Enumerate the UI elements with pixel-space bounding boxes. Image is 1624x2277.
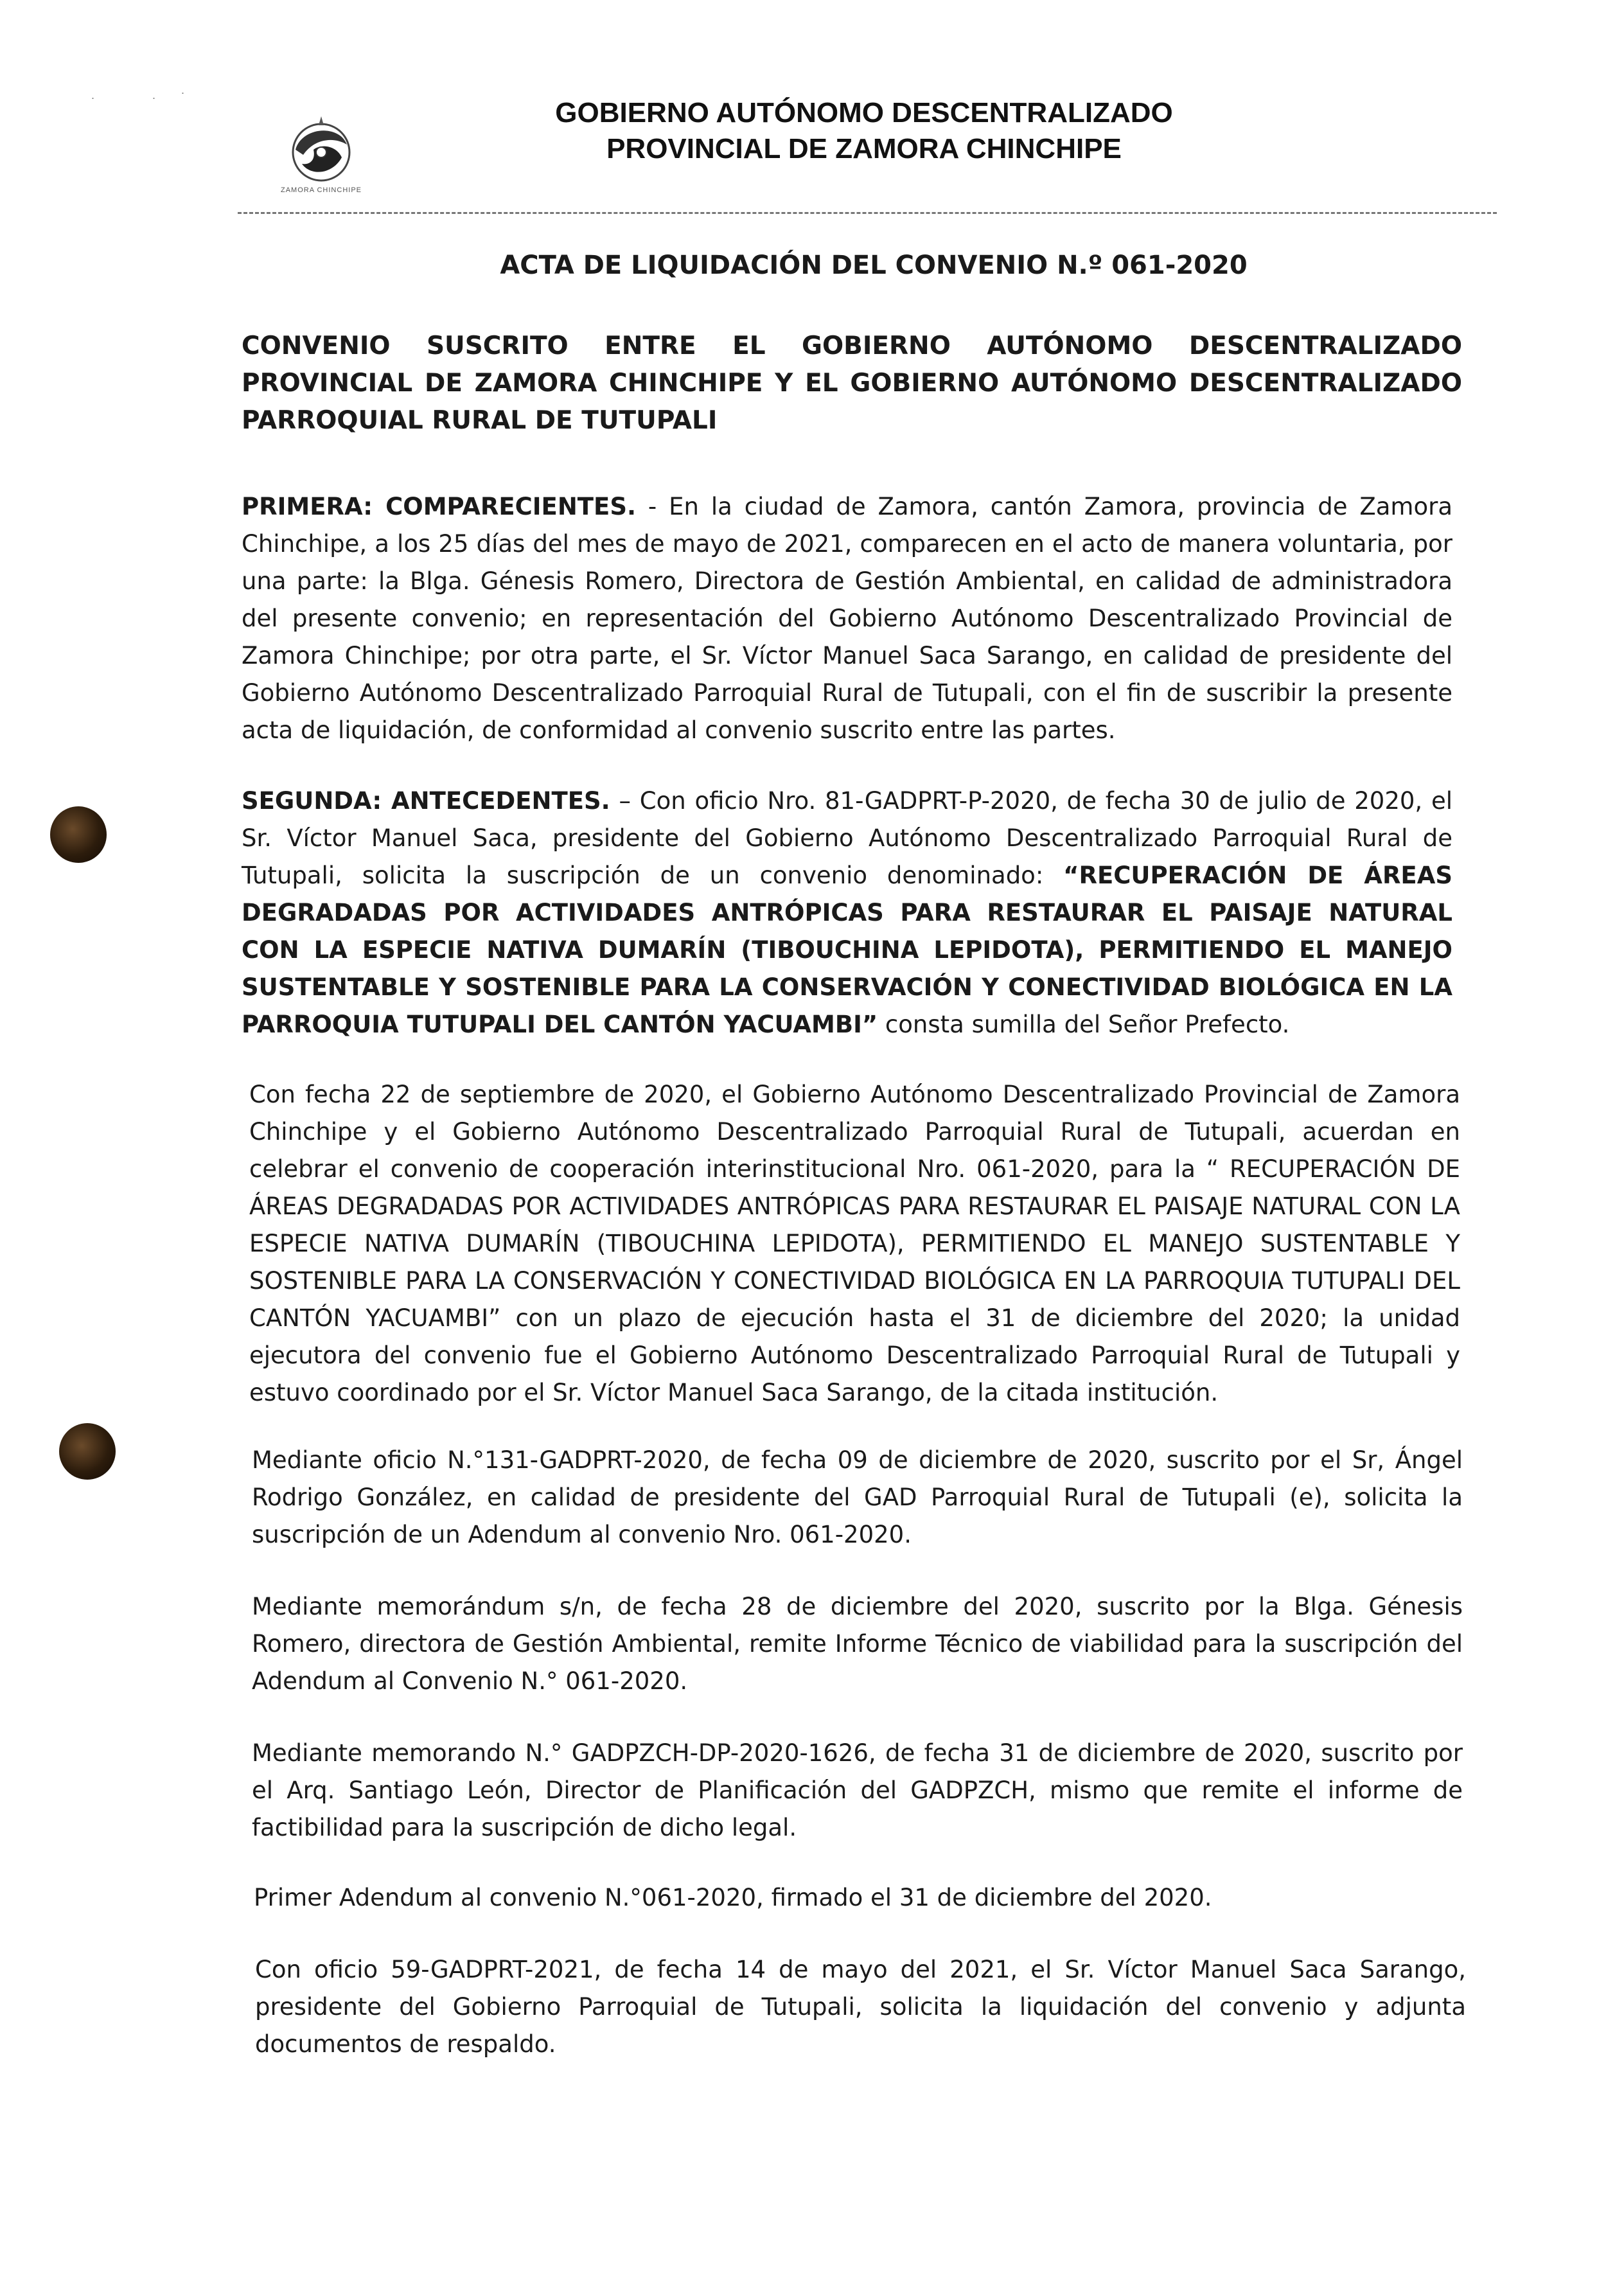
institution-header — [398, 95, 1330, 167]
paragraph-convenio-fecha: Con fecha 22 de septiembre de 2020, el Gobierno Autónomo Descentralizado Provincial de Zamora Chinchipe y el Gobierno Autónomo Descentralizado Parroquial Rural de Tutupali, acuerdan en celebrar el convenio de cooperación interinstitucional Nro. 061-2020, para la “ RECUPERACIÓN DE ÁREAS DEGRADADAS POR ACTIVIDADES ANTRÓPICAS PARA RESTAURAR EL PAISAJE NATURAL CON LA ESPECIE NATIVA DUMARÍN (TIBOUCHINA LEPIDOTA), PERMITIENDO EL MANEJO SUSTENTABLE Y SOSTENIBLE PARA LA CONSERVACIÓN Y CONECTIVIDAD BIOLÓGICA EN LA PARROQUIA TUTUPALI DEL CANTÓN YACUAMBI” con un plazo de ejecución hasta el 31 de diciembre del 2020; la unidad ejecutora del convenio fue el Gobierno Autónomo Descentralizado Parroquial Rural de Tutupali y estuvo coordinado por el Sr. Víctor Manuel Saca Sarango, de la citada institución. — [249, 1081, 1460, 1406]
section-text: – Con oficio Nro. 81-GADPRT-P-2020, de fecha 30 de julio de 2020, el Sr. Víctor Manuel Saca, presidente del Gobierno Autónomo Descentralizado Parroquial Rural de Tutupali, solicita la suscripción de un convenio denominado: — [242, 787, 1452, 889]
paragraph-oficio-131: Mediante oficio N.°131-GADPRT-2020, de fecha 09 de diciembre de 2020, suscrito por el Sr, Ángel Rodrigo González, en calidad de presidente del GAD Parroquial Rural de Tutupali (e), solicita la suscripción de un Adendum al convenio Nro. 061-2020. — [252, 1446, 1463, 1548]
section-heading: SEGUNDA: ANTECEDENTES. — [242, 787, 610, 815]
section-primera — [242, 488, 1452, 749]
paragraph-memorando-1626: Mediante memorando N.° GADPZCH-DP-2020-1626, de fecha 31 de diciembre de 2020, suscrito por el Arq. Santiago León, Director de Planificación del GADPZCH, mismo que remite el informe de factibilidad para la suscripción de dicho legal. — [252, 1739, 1463, 1841]
project-name: “RECUPERACIÓN DE ÁREAS DEGRADADAS POR ACTIVIDADES ANTRÓPICAS PARA RESTAURAR EL PAISAJE NATURAL CON LA ESPECIE NATIVA DUMARÍN (TIBOUCHINA LEPIDOTA), PERMITIENDO EL MANEJO SUSTENTABLE Y SOSTENIBLE PARA LA CONSERVACIÓN Y CONECTIVIDAD BIOLÓGICA EN LA PARROQUIA TUTUPALI DEL CANTÓN YACUAMBI” — [242, 862, 1452, 1038]
scan-speck: ˙ — [180, 91, 186, 105]
header-divider — [238, 212, 1497, 214]
scan-speck: ˙ — [151, 96, 157, 110]
document-subject: CONVENIO SUSCRITO ENTRE EL GOBIERNO AUTÓNOMO DESCENTRALIZADO PROVINCIAL DE ZAMORA CHINCHIPE Y EL GOBIERNO AUTÓNOMO DESCENTRALIZADO PARROQUIAL RURAL DE TUTUPALI — [242, 332, 1462, 435]
paragraph-oficio-59: Con oficio 59-GADPRT-2021, de fecha 14 de mayo del 2021, el Sr. Víctor Manuel Saca Sarango, presidente del Gobierno Parroquial de Tutupali, solicita la liquidación del convenio y adjunta documentos de respaldo. — [255, 1956, 1466, 2058]
paragraph-memorandum-sn: Mediante memorándum s/n, de fecha 28 de diciembre del 2020, suscrito por la Blga. Génesis Romero, directora de Gestión Ambiental, remite Informe Técnico de viabilidad para la suscripción del Adendum al Convenio N.° 061-2020. — [252, 1593, 1463, 1695]
header-line-2: PROVINCIAL DE ZAMORA CHINCHIPE — [606, 133, 1122, 164]
section-text: - En la ciudad de Zamora, cantón Zamora, provincia de Zamora Chinchipe, a los 25 días del mes de mayo de 2021, comparecen en el acto de manera voluntaria, por una parte: la Blga. Génesis Romero, Directora de Gestión Ambiental, en calidad de administradora del presente convenio; en representación del Gobierno Autónomo Descentralizado Provincial de Zamora Chinchipe; por otra parte, el Sr. Víctor Manuel Saca Sarango, en calidad de presidente del Gobierno Autónomo Descentralizado Parroquial Rural de Tutupali, con el fin de suscribir la presente acta de liquidación, de conformidad al convenio suscrito entre las partes. — [242, 493, 1453, 744]
scan-speck: ˙ — [90, 96, 96, 110]
document-title: ACTA DE LIQUIDACIÓN DEL CONVENIO N.º 061-2020 — [500, 251, 1248, 280]
section-text-end: consta sumilla del Señor Prefecto. — [878, 1011, 1290, 1038]
punch-hole-top — [50, 806, 107, 863]
logo-caption: ZAMORA CHINCHIPE — [280, 186, 362, 194]
punch-hole-bottom — [59, 1423, 116, 1480]
section-segunda — [242, 783, 1452, 1043]
paragraph-primer-adendum: Primer Adendum al convenio N.°061-2020, firmado el 31 de diciembre del 2020. — [254, 1884, 1212, 1911]
section-heading: PRIMERA: COMPARECIENTES. — [242, 493, 637, 520]
header-line-1: GOBIERNO AUTÓNOMO DESCENTRALIZADO — [555, 97, 1173, 128]
